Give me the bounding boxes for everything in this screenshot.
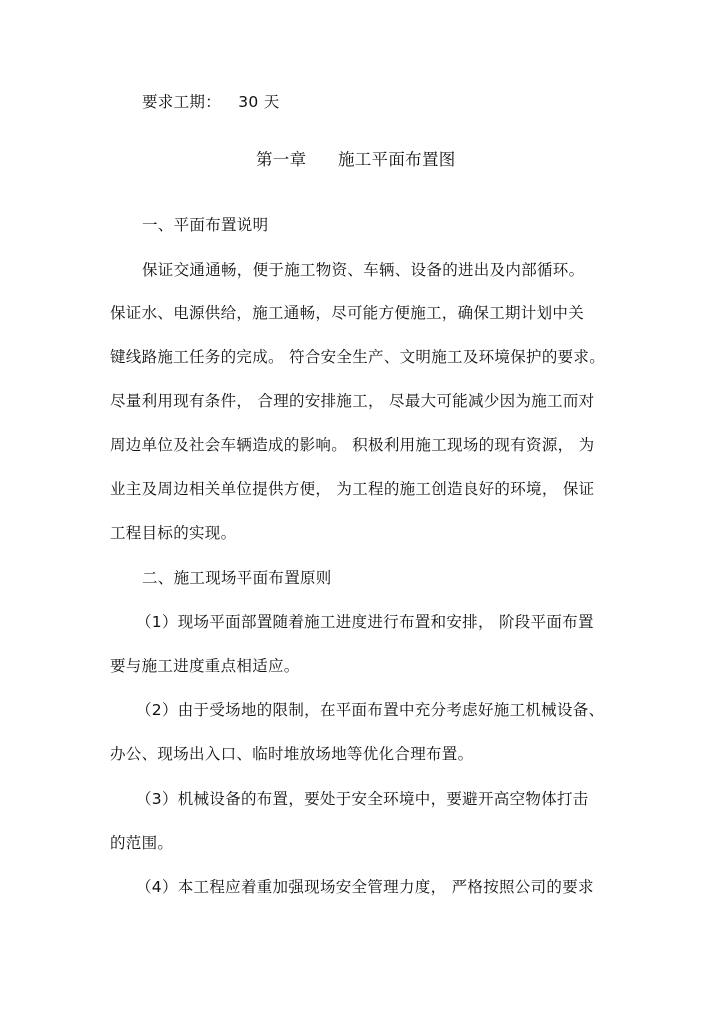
duration-value: 30 天 (238, 93, 280, 111)
section2-line-3: （2）由于受场地的限制，在平面布置中充分考虑好施工机械设备、 (136, 701, 605, 719)
section1-line-3: 键线路施工任务的完成。 符合安全生产、文明施工及环境保护的要求。 (110, 348, 606, 366)
section1-heading: 一、平面布置说明 (142, 216, 269, 234)
section1-line-6: 业主及周边相关单位提供方便， 为工程的施工创造良好的环境， 保证 (110, 480, 595, 498)
section2-line-7: （4）本工程应着重加强现场安全管理力度， 严格按照公司的要求 (136, 878, 594, 896)
section2-line-6: 的范围。 (110, 834, 174, 852)
section1-line-4: 尽量利用现有条件， 合理的安排施工， 尽最大可能减少因为施工而对 (110, 392, 595, 410)
section1-line-5: 周边单位及社会车辆造成的影响。 积极利用施工现场的现有资源， 为 (110, 436, 595, 454)
chapter-number: 第一章 (256, 150, 307, 169)
section2-line-5: （3）机械设备的布置，要处于安全环境中，要避开高空物体打击 (136, 790, 589, 808)
section1-line-7: 工程目标的实现。 (110, 524, 237, 542)
chapter-heading (256, 150, 456, 170)
section2-line-1: （1）现场平面部置随着施工进度进行布置和安排， 阶段平面布置 (136, 613, 594, 631)
section2-line-2: 要与施工进度重点相适应。 (110, 657, 300, 675)
section1-line-1: 保证交通通畅，便于施工物资、车辆、设备的进出及内部循环。 (142, 261, 585, 279)
duration-label: 要求工期： (142, 93, 222, 111)
section2-line-4: 办公、现场出入口、临时堆放场地等优化合理布置。 (110, 745, 474, 763)
duration-line (142, 92, 280, 112)
section2-heading: 二、施工现场平面布置原则 (142, 569, 332, 587)
section1-line-2: 保证水、电源供给，施工通畅，尽可能方便施工，确保工期计划中关 (110, 304, 585, 322)
chapter-title: 施工平面布置图 (337, 150, 456, 169)
